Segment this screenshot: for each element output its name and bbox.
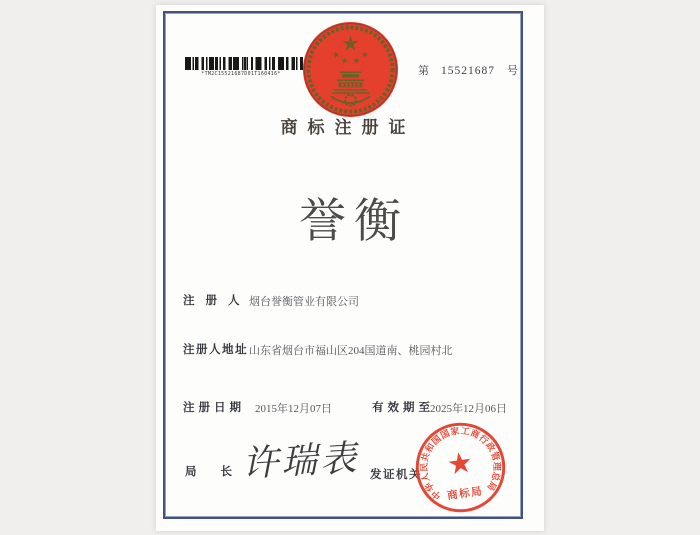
registrant-label: 注册人 [183, 295, 251, 307]
address-label: 注册人地址 [183, 344, 248, 356]
serial-suffix: 号 [507, 65, 518, 77]
certificate-paper [156, 5, 544, 531]
serial-number: 15521687 [441, 65, 495, 77]
certificate-title: 商标注册证 [280, 118, 416, 137]
national-emblem-icon [301, 20, 400, 119]
trademark-office-seal [408, 415, 513, 520]
seal-bottom-text: 商标局 [446, 485, 484, 503]
trademark-name: 誉衡 [299, 196, 409, 248]
seal-ring-text: 中华人民共和国国家工商行政管理总局 [418, 425, 503, 502]
serial-prefix: 第 [418, 65, 429, 77]
registration-date-value: 2015年12月07日 [255, 403, 332, 415]
registrant-value: 烟台誉衡管业有限公司 [249, 296, 359, 308]
valid-until-value: 2025年12月06日 [430, 403, 507, 415]
seal-star-icon [447, 451, 472, 475]
issuing-authority-label: 发证机关 [370, 469, 422, 481]
registration-date-label: 注册日期 [183, 402, 245, 414]
valid-until-label: 有效期至 [372, 402, 434, 414]
barcode [185, 57, 303, 70]
director-signature: 许瑞表 [241, 437, 361, 485]
barcode-caption: *TM2C15521687D01T160416* [201, 71, 281, 77]
address-value: 山东省烟台市福山区204国道南、桃园村北 [249, 345, 453, 357]
serial-number-row [418, 62, 518, 78]
director-label: 局长 [185, 466, 256, 478]
